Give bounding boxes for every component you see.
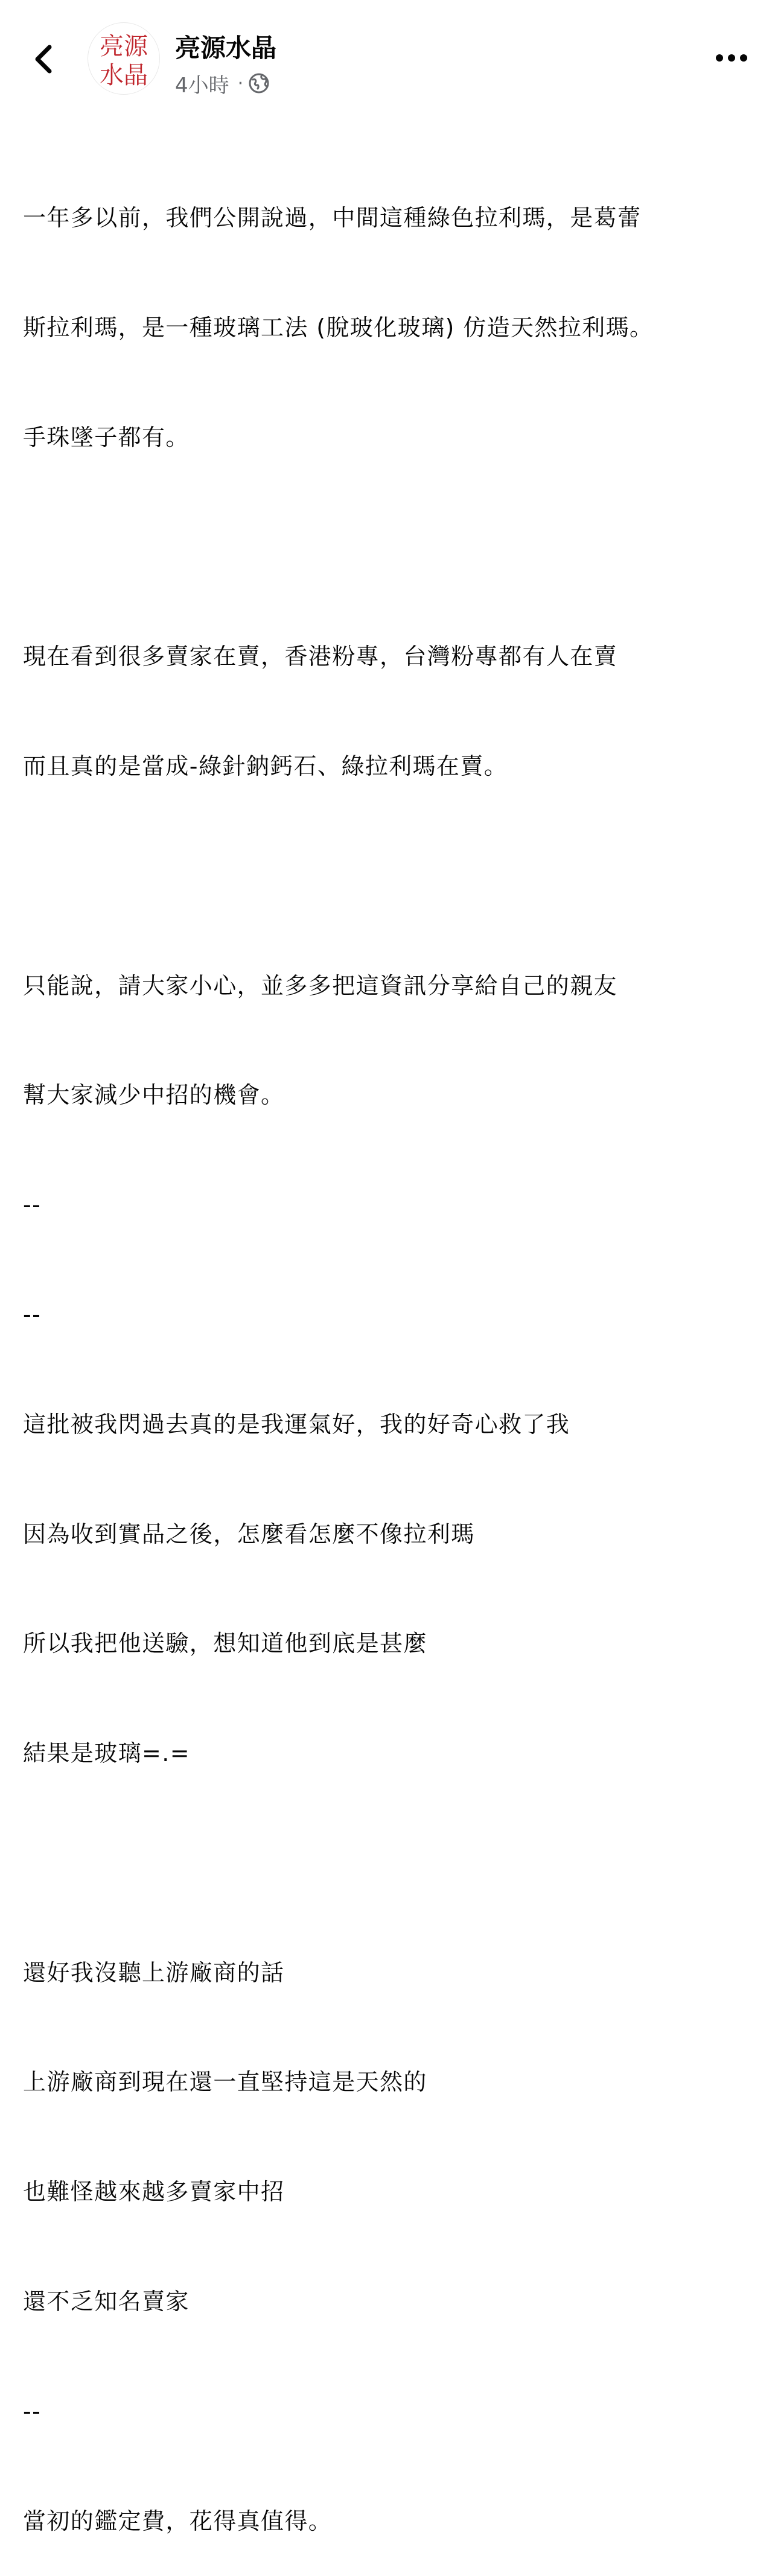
post-timestamp[interactable]: 4小時 (175, 73, 229, 98)
post-meta (175, 69, 270, 98)
post-line: 一年多以前，我們公開說過，中間這種綠色拉利瑪，是葛蕾 (23, 205, 642, 232)
post-line: 結果是玻璃=.= (23, 1740, 190, 1767)
post-line: 斯拉利瑪，是一種玻璃工法 (脫玻化玻璃) 仿造天然拉利瑪。 (23, 314, 654, 341)
post-text (23, 127, 753, 2576)
post-line: 只能說，請大家小心，並多多把這資訊分享給自己的親友 (23, 972, 618, 999)
brand-logo (88, 23, 159, 94)
meta-separator: · (237, 72, 244, 94)
back-button[interactable] (24, 37, 63, 81)
avatar[interactable] (88, 22, 160, 95)
post-line: 還好我沒聽上游廠商的話 (23, 1959, 285, 1986)
post-line: 幫大家減少中招的機會。 (23, 1082, 285, 1109)
post-line (23, 1845, 753, 1882)
avatar-text-bottom: 水晶 (100, 62, 148, 89)
post-line (23, 858, 753, 895)
post-line (23, 529, 753, 566)
more-options-button[interactable] (710, 43, 753, 72)
post-line: 而且真的是當成-綠針鈉鈣石、綠拉利瑪在賣。 (23, 753, 508, 780)
avatar-text-top: 亮源 (100, 33, 148, 60)
post-line: -- (23, 1301, 42, 1328)
post-header (0, 0, 775, 109)
post-line: -- (23, 2397, 42, 2425)
page-name[interactable]: 亮源水晶 (175, 33, 277, 63)
post-line: 因為收到實品之後，怎麼看怎麼不像拉利瑪 (23, 1520, 475, 1547)
more-horizontal-icon (715, 53, 748, 63)
post-line: 當初的鑑定費，花得真值得。 (23, 2507, 333, 2534)
post-line: 手珠墜子都有。 (23, 424, 190, 451)
post-line: -- (23, 1191, 42, 1219)
post-line: 還不乏知名賣家 (23, 2288, 190, 2315)
globe-icon (248, 72, 270, 94)
post-line: 所以我把他送驗，想知道他到底是甚麼 (23, 1630, 427, 1657)
post-line: 上游廠商到現在還一直堅持這是天然的 (23, 2069, 427, 2096)
post-line: 這批被我閃過去真的是我運氣好，我的好奇心救了我 (23, 1410, 570, 1438)
post-line: 現在看到很多賣家在賣，香港粉專，台灣粉專都有人在賣 (23, 643, 618, 670)
chevron-left-icon (31, 43, 56, 75)
post-line: 也難怪越來越多賣家中招 (23, 2178, 285, 2206)
